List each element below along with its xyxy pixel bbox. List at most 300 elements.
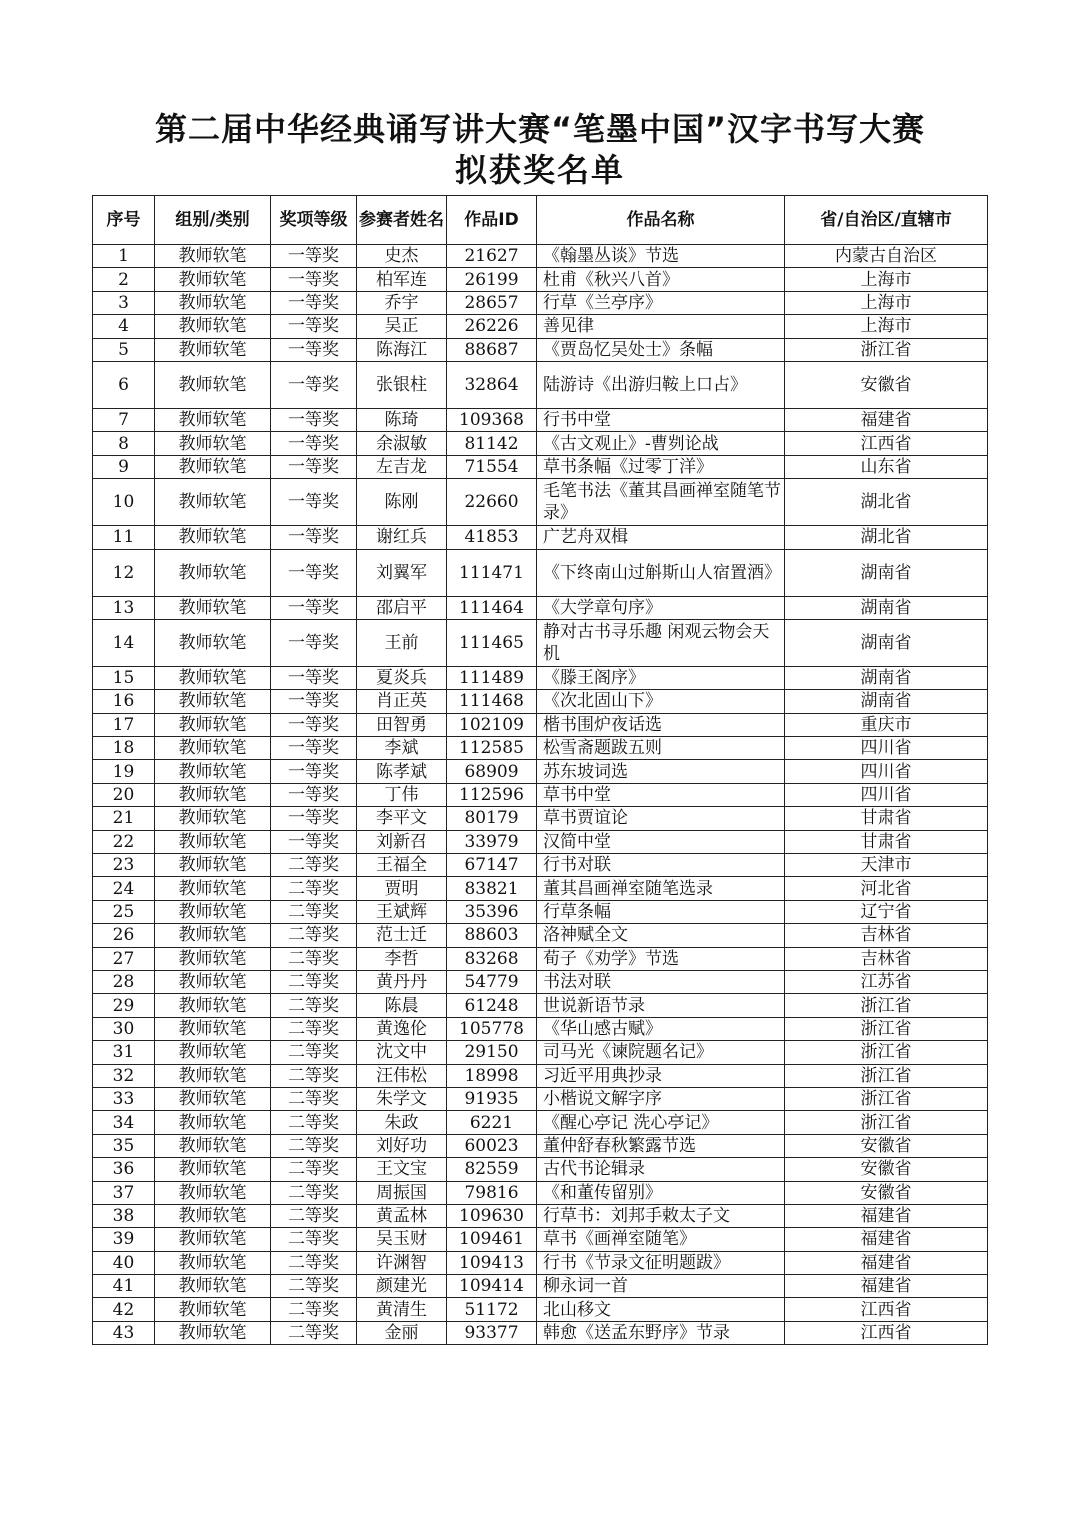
cell-name: 张银柱 [357, 361, 447, 408]
cell-name: 刘新召 [357, 830, 447, 853]
cell-group: 教师软笔 [155, 1064, 271, 1087]
cell-seq: 3 [93, 291, 155, 314]
cell-work: 汉简中堂 [537, 830, 785, 853]
header-name: 参赛者姓名 [357, 196, 447, 245]
cell-award: 二等奖 [271, 947, 357, 970]
cell-group: 教师软笔 [155, 245, 271, 268]
cell-region: 吉林省 [785, 947, 988, 970]
cell-group: 教师软笔 [155, 783, 271, 806]
cell-work: 行书《节录文征明题跋》 [537, 1251, 785, 1274]
cell-seq: 17 [93, 713, 155, 736]
cell-award: 一等奖 [271, 408, 357, 431]
cell-award: 二等奖 [271, 970, 357, 993]
cell-region: 四川省 [785, 760, 988, 783]
cell-id: 28657 [447, 291, 537, 314]
cell-group: 教师软笔 [155, 994, 271, 1017]
cell-award: 一等奖 [271, 666, 357, 689]
cell-id: 79816 [447, 1181, 537, 1204]
cell-id: 26226 [447, 315, 537, 338]
cell-work: 荀子《劝学》节选 [537, 947, 785, 970]
table-row [93, 1041, 988, 1064]
cell-group: 教师软笔 [155, 830, 271, 853]
cell-region: 湖南省 [785, 549, 988, 596]
cell-name: 范士迁 [357, 924, 447, 947]
cell-id: 41853 [447, 526, 537, 549]
cell-group: 教师软笔 [155, 549, 271, 596]
cell-region: 湖南省 [785, 690, 988, 713]
cell-id: 71554 [447, 455, 537, 478]
cell-region: 浙江省 [785, 1041, 988, 1064]
cell-award: 一等奖 [271, 455, 357, 478]
cell-region: 浙江省 [785, 1017, 988, 1040]
cell-region: 内蒙古自治区 [785, 245, 988, 268]
cell-award: 二等奖 [271, 1228, 357, 1251]
cell-name: 黄丹丹 [357, 970, 447, 993]
cell-seq: 7 [93, 408, 155, 431]
cell-name: 吴玉财 [357, 1228, 447, 1251]
cell-seq: 26 [93, 924, 155, 947]
cell-work: 行草条幅 [537, 900, 785, 923]
table-row [93, 432, 988, 455]
cell-award: 二等奖 [271, 1087, 357, 1110]
table-row [93, 245, 988, 268]
cell-name: 乔宇 [357, 291, 447, 314]
cell-seq: 41 [93, 1275, 155, 1298]
cell-id: 21627 [447, 245, 537, 268]
cell-work: 善见律 [537, 315, 785, 338]
cell-group: 教师软笔 [155, 760, 271, 783]
table-row [93, 713, 988, 736]
cell-work: 行草书：刘邦手敕太子文 [537, 1204, 785, 1227]
cell-region: 甘肃省 [785, 807, 988, 830]
table-row [93, 338, 988, 361]
cell-id: 109368 [447, 408, 537, 431]
cell-group: 教师软笔 [155, 291, 271, 314]
cell-award: 一等奖 [271, 315, 357, 338]
cell-id: 68909 [447, 760, 537, 783]
cell-name: 刘翼军 [357, 549, 447, 596]
cell-seq: 19 [93, 760, 155, 783]
cell-id: 33979 [447, 830, 537, 853]
cell-group: 教师软笔 [155, 1228, 271, 1251]
table-row [93, 970, 988, 993]
cell-name: 陈刚 [357, 479, 447, 526]
cell-name: 黄孟林 [357, 1204, 447, 1227]
cell-work: 行草《兰亭序》 [537, 291, 785, 314]
cell-name: 刘好功 [357, 1134, 447, 1157]
cell-award: 二等奖 [271, 854, 357, 877]
cell-name: 颜建光 [357, 1275, 447, 1298]
cell-region: 湖北省 [785, 526, 988, 549]
table-row [93, 619, 988, 666]
cell-id: 111464 [447, 596, 537, 619]
table-row [93, 1298, 988, 1321]
cell-work: 洛神赋全文 [537, 924, 785, 947]
cell-award: 二等奖 [271, 924, 357, 947]
cell-region: 湖北省 [785, 479, 988, 526]
cell-seq: 4 [93, 315, 155, 338]
cell-seq: 35 [93, 1134, 155, 1157]
cell-seq: 10 [93, 479, 155, 526]
table-row [93, 1275, 988, 1298]
cell-region: 浙江省 [785, 1064, 988, 1087]
cell-award: 二等奖 [271, 1017, 357, 1040]
cell-name: 余淑敏 [357, 432, 447, 455]
cell-id: 93377 [447, 1321, 537, 1344]
cell-region: 福建省 [785, 408, 988, 431]
award-table [92, 195, 988, 1345]
cell-name: 邵启平 [357, 596, 447, 619]
table-row [93, 947, 988, 970]
cell-name: 肖正英 [357, 690, 447, 713]
cell-region: 江苏省 [785, 970, 988, 993]
cell-group: 教师软笔 [155, 1181, 271, 1204]
cell-group: 教师软笔 [155, 947, 271, 970]
table-row [93, 1204, 988, 1227]
cell-name: 陈晨 [357, 994, 447, 1017]
cell-work: 习近平用典抄录 [537, 1064, 785, 1087]
cell-group: 教师软笔 [155, 338, 271, 361]
cell-group: 教师软笔 [155, 690, 271, 713]
cell-id: 111471 [447, 549, 537, 596]
cell-group: 教师软笔 [155, 1298, 271, 1321]
cell-work: 《大学章句序》 [537, 596, 785, 619]
cell-region: 江西省 [785, 432, 988, 455]
cell-id: 80179 [447, 807, 537, 830]
cell-work: 司马光《谏院题名记》 [537, 1041, 785, 1064]
cell-work: 静对古书寻乐趣 闲观云物会天机 [537, 619, 785, 666]
cell-region: 浙江省 [785, 338, 988, 361]
cell-group: 教师软笔 [155, 1017, 271, 1040]
table-header [93, 196, 988, 245]
cell-region: 福建省 [785, 1275, 988, 1298]
cell-seq: 9 [93, 455, 155, 478]
table-row [93, 760, 988, 783]
table-row [93, 268, 988, 291]
cell-seq: 12 [93, 549, 155, 596]
cell-name: 田智勇 [357, 713, 447, 736]
cell-seq: 22 [93, 830, 155, 853]
cell-group: 教师软笔 [155, 900, 271, 923]
cell-region: 辽宁省 [785, 900, 988, 923]
cell-name: 许渊智 [357, 1251, 447, 1274]
table-row [93, 783, 988, 806]
table-row [93, 830, 988, 853]
cell-group: 教师软笔 [155, 737, 271, 760]
table-row [93, 1181, 988, 1204]
cell-group: 教师软笔 [155, 268, 271, 291]
cell-award: 二等奖 [271, 1158, 357, 1181]
cell-work: 《醒心亭记 洗心亭记》 [537, 1111, 785, 1134]
cell-work: 书法对联 [537, 970, 785, 993]
cell-group: 教师软笔 [155, 877, 271, 900]
table-row [93, 877, 988, 900]
table-row [93, 1111, 988, 1134]
table-row [93, 1017, 988, 1040]
cell-id: 60023 [447, 1134, 537, 1157]
cell-award: 二等奖 [271, 1111, 357, 1134]
cell-id: 88687 [447, 338, 537, 361]
cell-award: 一等奖 [271, 268, 357, 291]
cell-id: 112585 [447, 737, 537, 760]
cell-name: 王斌辉 [357, 900, 447, 923]
cell-group: 教师软笔 [155, 361, 271, 408]
cell-seq: 16 [93, 690, 155, 713]
cell-award: 一等奖 [271, 596, 357, 619]
cell-group: 教师软笔 [155, 1158, 271, 1181]
cell-id: 109630 [447, 1204, 537, 1227]
cell-id: 88603 [447, 924, 537, 947]
cell-region: 江西省 [785, 1298, 988, 1321]
table-row [93, 455, 988, 478]
cell-id: 83821 [447, 877, 537, 900]
cell-name: 李平文 [357, 807, 447, 830]
cell-id: 67147 [447, 854, 537, 877]
cell-id: 29150 [447, 1041, 537, 1064]
cell-award: 一等奖 [271, 783, 357, 806]
cell-seq: 20 [93, 783, 155, 806]
cell-id: 81142 [447, 432, 537, 455]
table-row [93, 737, 988, 760]
cell-name: 丁伟 [357, 783, 447, 806]
cell-id: 111489 [447, 666, 537, 689]
cell-name: 王福全 [357, 854, 447, 877]
cell-name: 李斌 [357, 737, 447, 760]
cell-work: 《下终南山过斛斯山人宿置酒》 [537, 549, 785, 596]
cell-award: 一等奖 [271, 361, 357, 408]
cell-award: 一等奖 [271, 432, 357, 455]
cell-award: 二等奖 [271, 1181, 357, 1204]
table-row [93, 361, 988, 408]
cell-region: 安徽省 [785, 361, 988, 408]
cell-work: 松雪斋题跋五则 [537, 737, 785, 760]
cell-group: 教师软笔 [155, 1321, 271, 1344]
cell-name: 夏炎兵 [357, 666, 447, 689]
cell-region: 浙江省 [785, 1087, 988, 1110]
cell-name: 周振国 [357, 1181, 447, 1204]
cell-group: 教师软笔 [155, 596, 271, 619]
cell-award: 二等奖 [271, 1041, 357, 1064]
cell-id: 82559 [447, 1158, 537, 1181]
cell-name: 朱政 [357, 1111, 447, 1134]
table-row [93, 900, 988, 923]
cell-group: 教师软笔 [155, 854, 271, 877]
cell-work: 草书条幅《过零丁洋》 [537, 455, 785, 478]
cell-id: 32864 [447, 361, 537, 408]
cell-seq: 30 [93, 1017, 155, 1040]
cell-group: 教师软笔 [155, 526, 271, 549]
cell-seq: 21 [93, 807, 155, 830]
cell-name: 汪伟松 [357, 1064, 447, 1087]
cell-seq: 27 [93, 947, 155, 970]
cell-work: 草书《画禅室随笔》 [537, 1228, 785, 1251]
cell-region: 上海市 [785, 268, 988, 291]
cell-seq: 24 [93, 877, 155, 900]
cell-name: 金丽 [357, 1321, 447, 1344]
cell-seq: 31 [93, 1041, 155, 1064]
table-row [93, 549, 988, 596]
cell-region: 浙江省 [785, 994, 988, 1017]
cell-id: 102109 [447, 713, 537, 736]
cell-work: 《华山感古赋》 [537, 1017, 785, 1040]
cell-work: 行书对联 [537, 854, 785, 877]
table-body [93, 245, 988, 1345]
table-row [93, 1064, 988, 1087]
header-row [93, 196, 988, 245]
cell-group: 教师软笔 [155, 1111, 271, 1134]
cell-seq: 37 [93, 1181, 155, 1204]
cell-seq: 38 [93, 1204, 155, 1227]
cell-region: 上海市 [785, 291, 988, 314]
cell-group: 教师软笔 [155, 479, 271, 526]
table-row [93, 291, 988, 314]
cell-seq: 14 [93, 619, 155, 666]
page-title: 第二届中华经典诵写讲大赛“笔墨中国”汉字书写大赛 [154, 110, 926, 148]
table-row [93, 666, 988, 689]
cell-work: 《贾岛忆吴处士》条幅 [537, 338, 785, 361]
cell-work: 苏东坡词选 [537, 760, 785, 783]
cell-name: 谢红兵 [357, 526, 447, 549]
cell-group: 教师软笔 [155, 619, 271, 666]
cell-work: 《和董传留别》 [537, 1181, 785, 1204]
cell-name: 陈琦 [357, 408, 447, 431]
cell-name: 黄逸伦 [357, 1017, 447, 1040]
cell-award: 二等奖 [271, 1298, 357, 1321]
header-award: 奖项等级 [271, 196, 357, 245]
cell-group: 教师软笔 [155, 1275, 271, 1298]
cell-seq: 34 [93, 1111, 155, 1134]
cell-seq: 6 [93, 361, 155, 408]
cell-award: 二等奖 [271, 1275, 357, 1298]
table-row [93, 526, 988, 549]
cell-id: 18998 [447, 1064, 537, 1087]
table-row [93, 854, 988, 877]
cell-seq: 25 [93, 900, 155, 923]
table-row [93, 994, 988, 1017]
cell-region: 天津市 [785, 854, 988, 877]
table-row [93, 1134, 988, 1157]
cell-region: 湖南省 [785, 596, 988, 619]
cell-region: 山东省 [785, 455, 988, 478]
page-subtitle: 拟获奖名单 [454, 151, 625, 189]
cell-id: 112596 [447, 783, 537, 806]
cell-award: 一等奖 [271, 549, 357, 596]
cell-id: 109461 [447, 1228, 537, 1251]
header-seq: 序号 [93, 196, 155, 245]
cell-award: 二等奖 [271, 1134, 357, 1157]
cell-award: 一等奖 [271, 526, 357, 549]
cell-work: 毛笔书法《董其昌画禅室随笔节录》 [537, 479, 785, 526]
cell-region: 福建省 [785, 1204, 988, 1227]
cell-id: 6221 [447, 1111, 537, 1134]
cell-work: 杜甫《秋兴八首》 [537, 268, 785, 291]
cell-work: 董其昌画禅室随笔选录 [537, 877, 785, 900]
cell-award: 二等奖 [271, 994, 357, 1017]
cell-region: 四川省 [785, 783, 988, 806]
cell-region: 江西省 [785, 1321, 988, 1344]
cell-group: 教师软笔 [155, 970, 271, 993]
cell-group: 教师软笔 [155, 807, 271, 830]
cell-id: 26199 [447, 268, 537, 291]
cell-region: 安徽省 [785, 1158, 988, 1181]
cell-work: 《翰墨丛谈》节选 [537, 245, 785, 268]
cell-id: 109413 [447, 1251, 537, 1274]
cell-group: 教师软笔 [155, 924, 271, 947]
cell-id: 22660 [447, 479, 537, 526]
cell-region: 河北省 [785, 877, 988, 900]
cell-name: 朱学文 [357, 1087, 447, 1110]
cell-region: 湖南省 [785, 619, 988, 666]
cell-work: 董仲舒春秋繁露节选 [537, 1134, 785, 1157]
cell-seq: 5 [93, 338, 155, 361]
cell-work: 北山移文 [537, 1298, 785, 1321]
table-row [93, 1228, 988, 1251]
cell-work: 韩愈《送孟东野序》节录 [537, 1321, 785, 1344]
cell-region: 福建省 [785, 1251, 988, 1274]
cell-seq: 43 [93, 1321, 155, 1344]
cell-region: 浙江省 [785, 1111, 988, 1134]
cell-award: 一等奖 [271, 807, 357, 830]
cell-seq: 33 [93, 1087, 155, 1110]
cell-group: 教师软笔 [155, 1251, 271, 1274]
cell-work: 草书贾谊论 [537, 807, 785, 830]
header-group: 组别/类别 [155, 196, 271, 245]
cell-award: 一等奖 [271, 713, 357, 736]
cell-id: 83268 [447, 947, 537, 970]
cell-group: 教师软笔 [155, 315, 271, 338]
header-work: 作品名称 [537, 196, 785, 245]
cell-group: 教师软笔 [155, 1204, 271, 1227]
cell-region: 福建省 [785, 1228, 988, 1251]
cell-award: 一等奖 [271, 830, 357, 853]
cell-name: 柏军连 [357, 268, 447, 291]
cell-id: 109414 [447, 1275, 537, 1298]
cell-name: 李哲 [357, 947, 447, 970]
cell-work: 世说新语节录 [537, 994, 785, 1017]
table-row [93, 690, 988, 713]
cell-award: 一等奖 [271, 619, 357, 666]
cell-name: 吴正 [357, 315, 447, 338]
cell-group: 教师软笔 [155, 1087, 271, 1110]
cell-award: 一等奖 [271, 690, 357, 713]
cell-region: 安徽省 [785, 1134, 988, 1157]
cell-seq: 29 [93, 994, 155, 1017]
cell-seq: 2 [93, 268, 155, 291]
table-row [93, 1087, 988, 1110]
cell-award: 一等奖 [271, 760, 357, 783]
cell-award: 一等奖 [271, 291, 357, 314]
cell-id: 51172 [447, 1298, 537, 1321]
cell-name: 陈孝斌 [357, 760, 447, 783]
cell-award: 二等奖 [271, 900, 357, 923]
cell-region: 湖南省 [785, 666, 988, 689]
header-region: 省/自治区/直辖市 [785, 196, 988, 245]
cell-name: 沈文中 [357, 1041, 447, 1064]
cell-id: 91935 [447, 1087, 537, 1110]
cell-work: 行书中堂 [537, 408, 785, 431]
cell-seq: 28 [93, 970, 155, 993]
cell-award: 一等奖 [271, 245, 357, 268]
cell-seq: 42 [93, 1298, 155, 1321]
cell-work: 《古文观止》-曹刿论战 [537, 432, 785, 455]
cell-group: 教师软笔 [155, 1134, 271, 1157]
cell-seq: 23 [93, 854, 155, 877]
cell-name: 左吉龙 [357, 455, 447, 478]
cell-id: 111465 [447, 619, 537, 666]
table-row [93, 596, 988, 619]
cell-work: 楷书围炉夜话选 [537, 713, 785, 736]
cell-work: 广艺舟双楫 [537, 526, 785, 549]
